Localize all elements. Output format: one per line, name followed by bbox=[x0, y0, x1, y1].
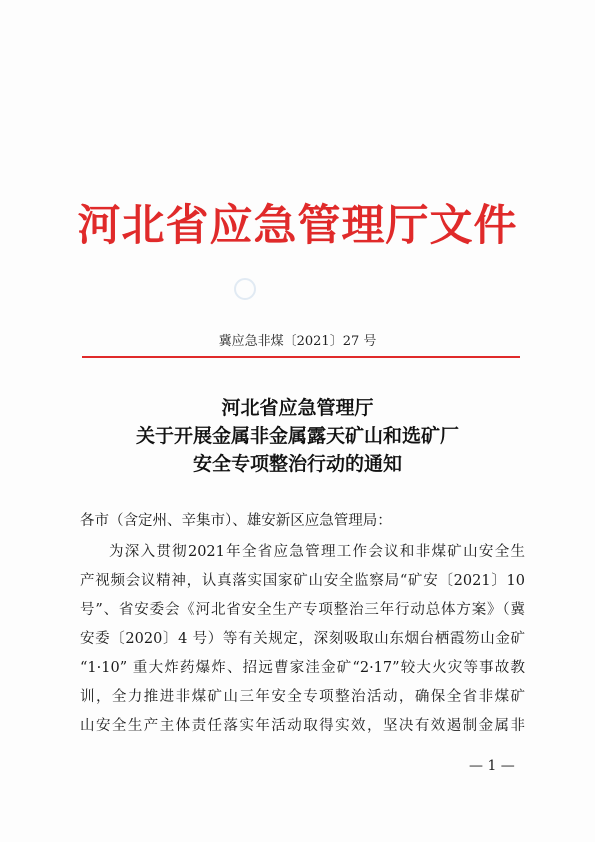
title-line-2: 关于开展金属非金属露天矿山和选矿厂 bbox=[135, 425, 459, 447]
body-line: 山安全生产主体责任落实年活动取得实效，坚决有效遏制金属非 bbox=[80, 718, 525, 734]
salutation: 各市（含定州、辛集市）、雄安新区应急管理局： bbox=[80, 513, 392, 529]
page-number: — 1 — bbox=[469, 758, 515, 774]
faint-seal-mark bbox=[232, 276, 258, 302]
issuer-header-title: 河北省应急管理厅文件 bbox=[77, 201, 518, 251]
red-divider bbox=[82, 356, 520, 358]
body-line: 为深入贯彻2021年全省应急管理工作会议和非煤矿山安全生 bbox=[109, 544, 525, 560]
title-line-3: 安全专项整治行动的通知 bbox=[192, 453, 402, 475]
body-line: 安委〔2020〕4 号）等有关规定，深刻吸取山东烟台栖霞笏山金矿 bbox=[80, 631, 525, 647]
document-number: 冀应急非煤〔2021〕27 号 bbox=[218, 334, 377, 349]
body-line: “1·10” 重大炸药爆炸、招远曹家洼金矿“2·17”较大火灾等事故教 bbox=[80, 660, 525, 676]
body-line: 产视频会议精神，认真落实国家矿山安全监察局“矿安〔2021〕10 bbox=[80, 573, 525, 589]
notice-title bbox=[0, 394, 595, 478]
title-line-1: 河北省应急管理厅 bbox=[221, 397, 374, 419]
body-line: 训，全力推进非煤矿山三年安全专项整治活动，确保全省非煤矿 bbox=[80, 689, 525, 705]
body-line: 号”、省安委会《河北省安全生产专项整治三年行动总体方案》（冀 bbox=[80, 602, 525, 618]
body-paragraph bbox=[80, 538, 525, 741]
